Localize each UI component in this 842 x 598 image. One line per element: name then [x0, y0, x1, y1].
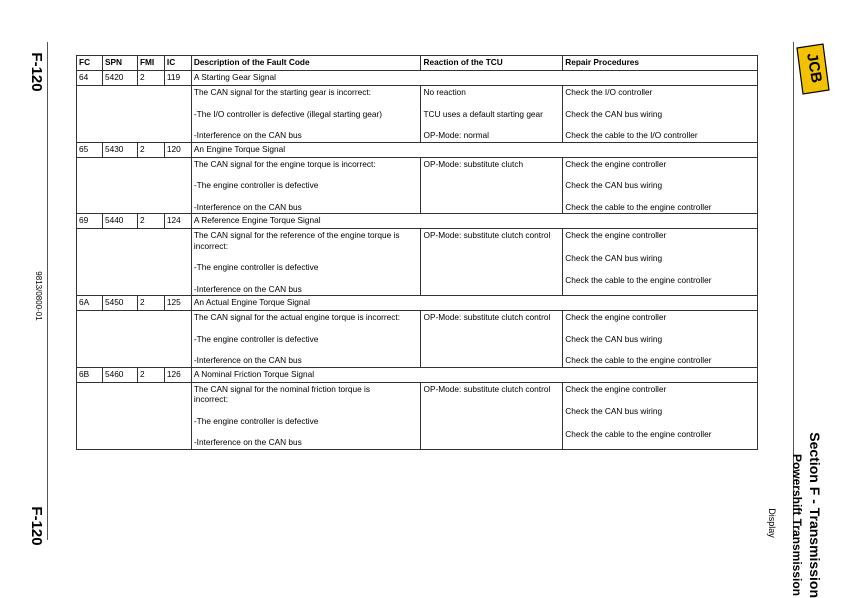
- table-row: [77, 367, 758, 382]
- desc-line: The CAN signal for the engine torque is incorrect:: [193, 158, 376, 169]
- reaction-line: OP-Mode: substitute clutch control: [423, 383, 551, 394]
- cell-repair: [563, 157, 758, 214]
- logo-text: JCB: [803, 51, 826, 85]
- desc-line: -The I/O controller is defective (illegal starting gear): [193, 108, 383, 119]
- desc-line: The CAN signal for the actual engine torque is incorrect:: [193, 312, 401, 322]
- table-header-row: [77, 56, 758, 71]
- repair-line: Check the engine controller: [565, 383, 667, 394]
- cell-description: [191, 382, 421, 449]
- cell-repair: [563, 311, 758, 368]
- repair-line: Check the CAN bus wiring: [565, 333, 663, 344]
- repair-line: Check the CAN bus wiring: [565, 252, 663, 263]
- table-row: [77, 296, 758, 311]
- repair-line: Check the cable to the engine controller: [565, 428, 712, 439]
- cell-description: [191, 311, 421, 368]
- table-row: [77, 142, 758, 157]
- repair-line: Check the cable to the engine controller: [565, 275, 712, 285]
- cell-reaction: [421, 157, 563, 214]
- repair-line: Check the CAN bus wiring: [565, 180, 663, 190]
- cell-empty: [77, 157, 192, 214]
- table-row-detail: [77, 311, 758, 368]
- cell-fault-title: A Reference Engine Torque Signal: [191, 214, 757, 229]
- reaction-line: OP-Mode: substitute clutch control: [423, 312, 551, 322]
- desc-line: -The engine controller is defective: [193, 262, 319, 272]
- cell-ic: 120: [164, 142, 191, 157]
- cell-fault-title: A Nominal Friction Torque Signal: [191, 367, 757, 382]
- repair-line: Check the engine controller: [565, 230, 667, 240]
- cell-repair: [563, 229, 758, 296]
- desc-line: -The engine controller is defective: [193, 180, 319, 190]
- reaction-line: No reaction: [423, 87, 466, 97]
- repair-line: Check the cable to the engine controller: [565, 355, 712, 365]
- cell-empty: [77, 86, 192, 143]
- header-repair: Repair Procedures: [563, 56, 758, 71]
- cell-fmi: 2: [137, 71, 164, 86]
- repair-line: Check the engine controller: [565, 312, 667, 322]
- table-row: [77, 71, 758, 86]
- repair-line: Check the cable to the I/O controller: [565, 130, 698, 140]
- desc-line: -Interference on the CAN bus: [193, 437, 302, 447]
- table-row-detail: [77, 382, 758, 449]
- cell-fmi: 2: [137, 142, 164, 157]
- desc-line: The CAN signal for the starting gear is incorrect:: [193, 87, 371, 97]
- section-subtitle: Powershift Transmission: [790, 453, 804, 596]
- cell-reaction: [421, 86, 563, 143]
- jcb-logo: [793, 42, 831, 96]
- cell-fc: 69: [77, 214, 103, 229]
- repair-line: Check the engine controller: [565, 158, 667, 169]
- reaction-line: OP-Mode: substitute clutch control: [423, 230, 551, 240]
- header-fc: FC: [77, 56, 103, 71]
- cell-spn: 5430: [102, 142, 137, 157]
- desc-line: -Interference on the CAN bus: [193, 283, 302, 294]
- cell-ic: 119: [164, 71, 191, 86]
- reaction-line: TCU uses a default starting gear: [423, 108, 543, 119]
- table-row-detail: [77, 86, 758, 143]
- cell-fc: 6B: [77, 367, 103, 382]
- desc-line: incorrect:: [193, 240, 228, 251]
- cell-repair: [563, 382, 758, 449]
- cell-empty: [77, 229, 192, 296]
- cell-empty: [77, 382, 192, 449]
- cell-spn: 5460: [102, 367, 137, 382]
- cell-description: [191, 86, 421, 143]
- cell-fault-title: An Actual Engine Torque Signal: [191, 296, 757, 311]
- desc-line: The CAN signal for the reference of the engine torque is: [193, 230, 400, 240]
- header-description: Description of the Fault Code: [191, 56, 421, 71]
- header-fmi: FMI: [137, 56, 164, 71]
- cell-ic: 124: [164, 214, 191, 229]
- table-row: [77, 214, 758, 229]
- cell-ic: 126: [164, 367, 191, 382]
- cell-empty: [77, 311, 192, 368]
- header-spn: SPN: [102, 56, 137, 71]
- reaction-line: OP-Mode: substitute clutch: [423, 158, 524, 169]
- repair-line: Check the cable to the engine controller: [565, 201, 712, 212]
- cell-fault-title: An Engine Torque Signal: [191, 142, 757, 157]
- cell-fc: 6A: [77, 296, 103, 311]
- page-number-top: F-120: [28, 52, 45, 92]
- cell-description: [191, 229, 421, 296]
- header-reaction: Reaction of the TCU: [421, 56, 563, 71]
- cell-description: [191, 157, 421, 214]
- repair-line: Check the CAN bus wiring: [565, 406, 663, 416]
- cell-fmi: 2: [137, 214, 164, 229]
- table-row-detail: [77, 157, 758, 214]
- cell-reaction: [421, 229, 563, 296]
- cell-fmi: 2: [137, 296, 164, 311]
- topic-label: Display: [767, 508, 777, 538]
- document-number: 9813/0800-01: [34, 271, 43, 321]
- repair-line: Check the CAN bus wiring: [565, 108, 663, 119]
- cell-fc: 64: [77, 71, 103, 86]
- fault-code-table: [76, 55, 758, 450]
- section-title: Section F - Transmission: [807, 432, 823, 598]
- cell-spn: 5450: [102, 296, 137, 311]
- cell-ic: 125: [164, 296, 191, 311]
- cell-reaction: [421, 382, 563, 449]
- cell-repair: [563, 86, 758, 143]
- desc-line: -Interference on the CAN bus: [193, 130, 302, 140]
- desc-line: -Interference on the CAN bus: [193, 201, 302, 212]
- table-row-detail: [77, 229, 758, 296]
- desc-line: The CAN signal for the nominal friction torque is: [193, 383, 371, 394]
- page-number-bottom: F-120: [28, 506, 45, 546]
- cell-spn: 5440: [102, 214, 137, 229]
- cell-reaction: [421, 311, 563, 368]
- desc-line: incorrect:: [193, 394, 228, 404]
- desc-line: -The engine controller is defective: [193, 415, 319, 426]
- header-ic: IC: [164, 56, 191, 71]
- reaction-line: OP-Mode: normal: [423, 130, 489, 140]
- desc-line: -Interference on the CAN bus: [193, 355, 302, 365]
- repair-line: Check the I/O controller: [565, 87, 653, 97]
- left-margin-rule: [47, 42, 48, 540]
- cell-fmi: 2: [137, 367, 164, 382]
- desc-line: -The engine controller is defective: [193, 333, 319, 344]
- cell-fault-title: A Starting Gear Signal: [191, 71, 757, 86]
- cell-fc: 65: [77, 142, 103, 157]
- cell-spn: 5420: [102, 71, 137, 86]
